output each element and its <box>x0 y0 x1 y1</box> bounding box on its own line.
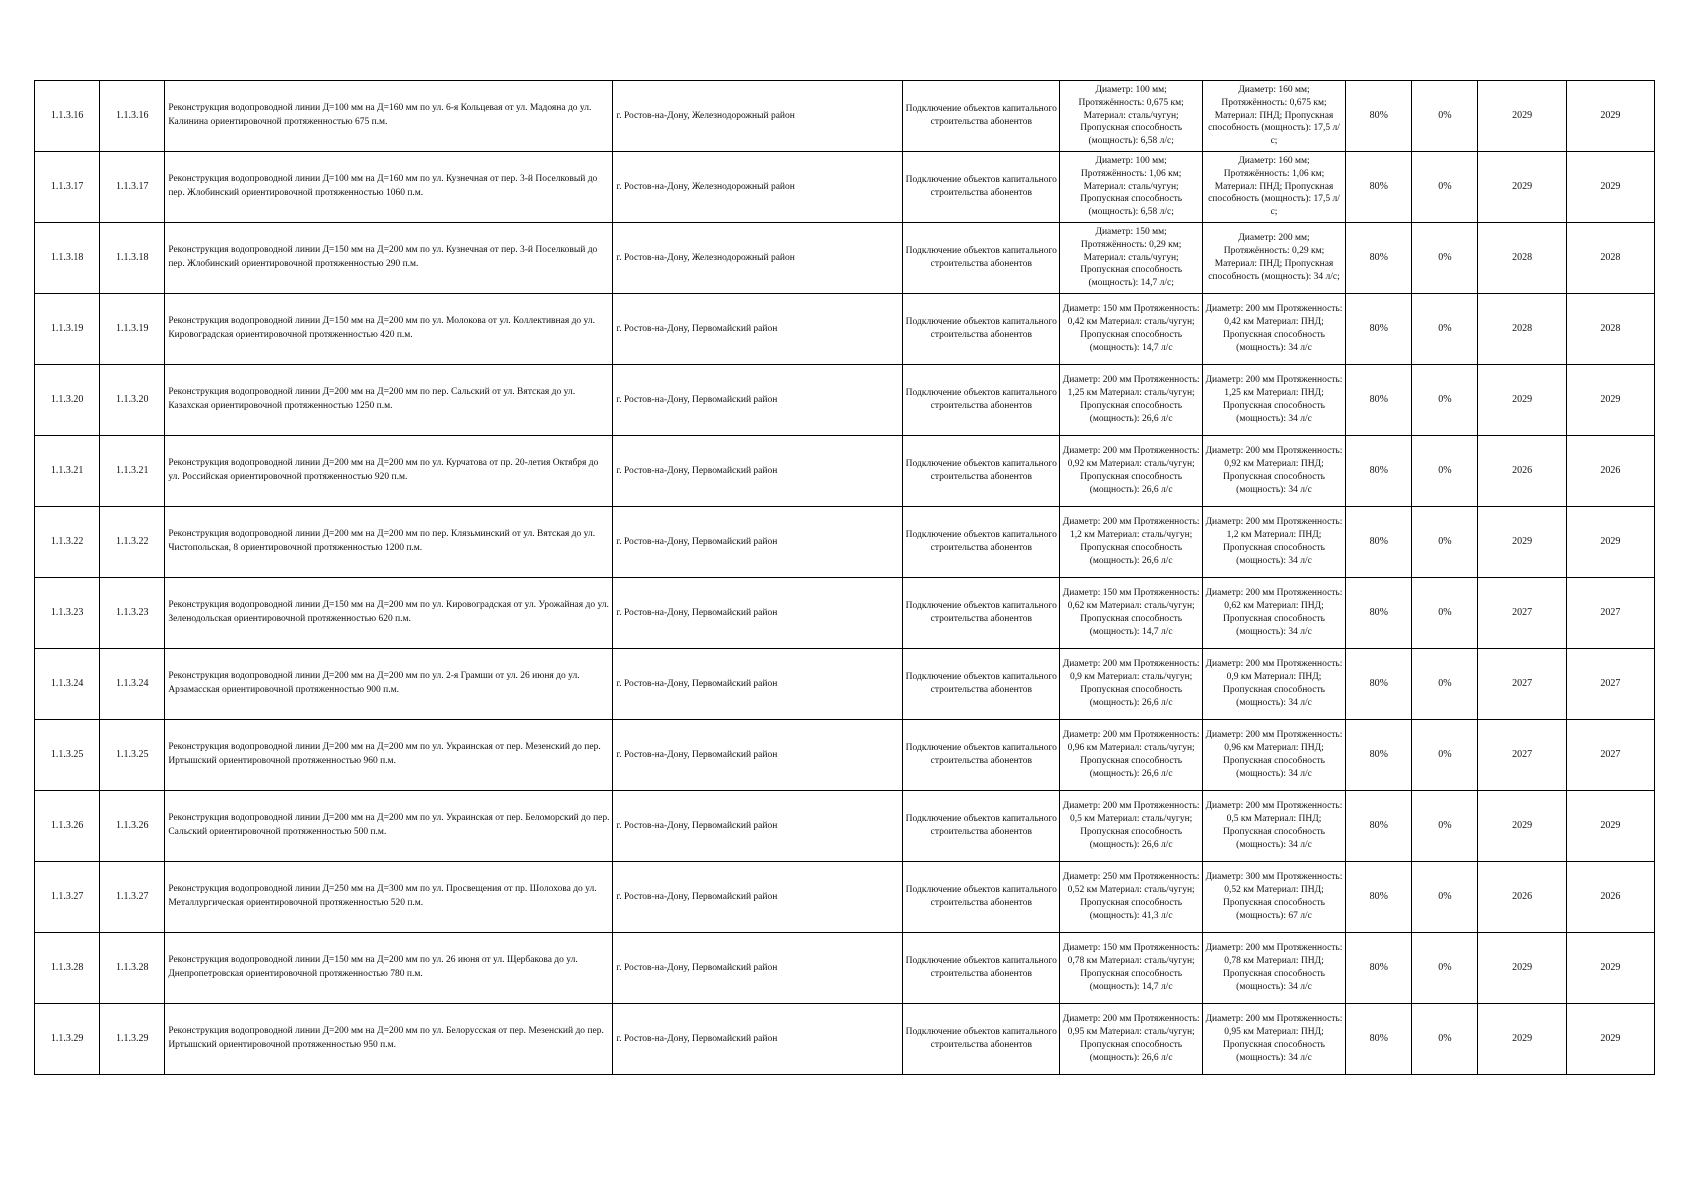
parameters-before-cell: Диаметр: 200 мм Протяженность: 0,96 км Материал: сталь/чугун; Пропускная способность (мощность): 26,6 л/с <box>1060 720 1202 791</box>
row-number-cell: 1.1.3.25 <box>35 720 100 791</box>
parameters-after-cell: Диаметр: 160 мм; Протяжённость: 1,06 км; Материал: ПНД; Пропускная способность (мощность): 17,5 л/с; <box>1202 152 1345 223</box>
parameters-after-cell: Диаметр: 160 мм; Протяжённость: 0,675 км; Материал: ПНД; Пропускная способность (мощность): 17,5 л/с; <box>1202 81 1345 152</box>
purpose-cell: Подключение объектов капитального строительства абонентов <box>903 578 1060 649</box>
project-description-cell: Реконструкция водопроводной линии Д=150 мм на Д=200 мм по ул. Кузнечная от пер. 3-й Поселковый до пер. Жлобинский ориентировочной протяженностью 290 п.м. <box>165 223 613 294</box>
table-row <box>35 649 1655 720</box>
parameters-after-cell: Диаметр: 200 мм Протяженность: 0,92 км Материал: ПНД; Пропускная способность (мощность): 34 л/с <box>1202 436 1345 507</box>
purpose-cell: Подключение объектов капитального строительства абонентов <box>903 223 1060 294</box>
parameters-before-cell: Диаметр: 200 мм Протяженность: 0,9 км Материал: сталь/чугун; Пропускная способность (мощность): 26,6 л/с <box>1060 649 1202 720</box>
row-number-cell: 1.1.3.20 <box>35 365 100 436</box>
end-year-cell: 2029 <box>1566 791 1654 862</box>
project-description-cell: Реконструкция водопроводной линии Д=150 мм на Д=200 мм по ул. Кировоградская от ул. Урожайная до ул. Зеленодольская ориентировочной протяженностью 620 п.м. <box>165 578 613 649</box>
location-cell: г. Ростов-на-Дону, Первомайский район <box>613 436 903 507</box>
table-row <box>35 223 1655 294</box>
parameters-after-cell: Диаметр: 200 мм Протяженность: 0,95 км Материал: ПНД; Пропускная способность (мощность): 34 л/с <box>1202 1004 1345 1075</box>
percent-cell-1: 80% <box>1346 578 1412 649</box>
project-description-cell: Реконструкция водопроводной линии Д=100 мм на Д=160 мм по ул. 6-я Кольцевая от ул. Мадояна до ул. Калинина ориентировочной протяженностью 675 п.м. <box>165 81 613 152</box>
item-code-cell: 1.1.3.17 <box>100 152 165 223</box>
row-number-cell: 1.1.3.22 <box>35 507 100 578</box>
percent-cell-2: 0% <box>1412 578 1478 649</box>
project-description-cell: Реконструкция водопроводной линии Д=200 мм на Д=200 мм по пер. Клязьминский от ул. Вятская до ул. Чистопольская, 8 ориентировочной протяженностью 1200 п.м. <box>165 507 613 578</box>
parameters-after-cell: Диаметр: 200 мм Протяженность: 1,25 км Материал: ПНД; Пропускная способность (мощность): 34 л/с <box>1202 365 1345 436</box>
percent-cell-1: 80% <box>1346 365 1412 436</box>
location-cell: г. Ростов-на-Дону, Железнодорожный район <box>613 223 903 294</box>
purpose-cell: Подключение объектов капитального строительства абонентов <box>903 294 1060 365</box>
purpose-cell: Подключение объектов капитального строительства абонентов <box>903 791 1060 862</box>
location-cell: г. Ростов-на-Дону, Первомайский район <box>613 933 903 1004</box>
parameters-before-cell: Диаметр: 200 мм Протяженность: 0,5 км Материал: сталь/чугун; Пропускная способность (мощность): 26,6 л/с <box>1060 791 1202 862</box>
row-number-cell: 1.1.3.24 <box>35 649 100 720</box>
start-year-cell: 2029 <box>1478 507 1566 578</box>
row-number-cell: 1.1.3.26 <box>35 791 100 862</box>
percent-cell-1: 80% <box>1346 81 1412 152</box>
percent-cell-1: 80% <box>1346 933 1412 1004</box>
parameters-after-cell: Диаметр: 200 мм Протяженность: 0,9 км Материал: ПНД; Пропускная способность (мощность): 34 л/с <box>1202 649 1345 720</box>
parameters-after-cell: Диаметр: 200 мм Протяженность: 0,96 км Материал: ПНД; Пропускная способность (мощность): 34 л/с <box>1202 720 1345 791</box>
percent-cell-2: 0% <box>1412 223 1478 294</box>
percent-cell-2: 0% <box>1412 791 1478 862</box>
table-row <box>35 791 1655 862</box>
percent-cell-1: 80% <box>1346 223 1412 294</box>
purpose-cell: Подключение объектов капитального строительства абонентов <box>903 933 1060 1004</box>
end-year-cell: 2026 <box>1566 862 1654 933</box>
parameters-before-cell: Диаметр: 200 мм Протяженность: 0,92 км Материал: сталь/чугун; Пропускная способность (мощность): 26,6 л/с <box>1060 436 1202 507</box>
project-description-cell: Реконструкция водопроводной линии Д=250 мм на Д=300 мм по ул. Просвещения от пр. Шолохова до ул. Металлургическая ориентировочной протяженностью 520 п.м. <box>165 862 613 933</box>
end-year-cell: 2029 <box>1566 1004 1654 1075</box>
percent-cell-1: 80% <box>1346 294 1412 365</box>
percent-cell-2: 0% <box>1412 649 1478 720</box>
table-row <box>35 365 1655 436</box>
project-description-cell: Реконструкция водопроводной линии Д=100 мм на Д=160 мм по ул. Кузнечная от пер. 3-й Поселковый до пер. Жлобинский ориентировочной протяженностью 1060 п.м. <box>165 152 613 223</box>
end-year-cell: 2029 <box>1566 365 1654 436</box>
end-year-cell: 2028 <box>1566 294 1654 365</box>
purpose-cell: Подключение объектов капитального строительства абонентов <box>903 862 1060 933</box>
purpose-cell: Подключение объектов капитального строительства абонентов <box>903 436 1060 507</box>
start-year-cell: 2028 <box>1478 223 1566 294</box>
location-cell: г. Ростов-на-Дону, Первомайский район <box>613 649 903 720</box>
start-year-cell: 2028 <box>1478 294 1566 365</box>
parameters-before-cell: Диаметр: 100 мм; Протяжённость: 1,06 км; Материал: сталь/чугун; Пропускная способность (мощность): 6,58 л/с; <box>1060 152 1202 223</box>
location-cell: г. Ростов-на-Дону, Первомайский район <box>613 720 903 791</box>
end-year-cell: 2027 <box>1566 649 1654 720</box>
investment-program-table <box>34 80 1655 1075</box>
percent-cell-1: 80% <box>1346 507 1412 578</box>
table-row <box>35 294 1655 365</box>
start-year-cell: 2029 <box>1478 152 1566 223</box>
percent-cell-1: 80% <box>1346 862 1412 933</box>
location-cell: г. Ростов-на-Дону, Первомайский район <box>613 578 903 649</box>
item-code-cell: 1.1.3.20 <box>100 365 165 436</box>
row-number-cell: 1.1.3.23 <box>35 578 100 649</box>
table-row <box>35 578 1655 649</box>
row-number-cell: 1.1.3.21 <box>35 436 100 507</box>
row-number-cell: 1.1.3.17 <box>35 152 100 223</box>
percent-cell-1: 80% <box>1346 152 1412 223</box>
purpose-cell: Подключение объектов капитального строительства абонентов <box>903 1004 1060 1075</box>
row-number-cell: 1.1.3.18 <box>35 223 100 294</box>
percent-cell-2: 0% <box>1412 720 1478 791</box>
project-description-cell: Реконструкция водопроводной линии Д=200 мм на Д=200 мм по ул. 2-я Грамши от ул. 26 июня до ул. Арзамасская ориентировочной протяженностью 900 п.м. <box>165 649 613 720</box>
purpose-cell: Подключение объектов капитального строительства абонентов <box>903 720 1060 791</box>
parameters-after-cell: Диаметр: 300 мм Протяженность: 0,52 км Материал: ПНД; Пропускная способность (мощность): 67 л/с <box>1202 862 1345 933</box>
table-row <box>35 933 1655 1004</box>
percent-cell-2: 0% <box>1412 294 1478 365</box>
row-number-cell: 1.1.3.28 <box>35 933 100 1004</box>
parameters-after-cell: Диаметр: 200 мм Протяженность: 0,5 км Материал: ПНД; Пропускная способность (мощность): 34 л/с <box>1202 791 1345 862</box>
start-year-cell: 2027 <box>1478 578 1566 649</box>
row-number-cell: 1.1.3.29 <box>35 1004 100 1075</box>
percent-cell-1: 80% <box>1346 1004 1412 1075</box>
purpose-cell: Подключение объектов капитального строительства абонентов <box>903 507 1060 578</box>
end-year-cell: 2027 <box>1566 720 1654 791</box>
item-code-cell: 1.1.3.26 <box>100 791 165 862</box>
start-year-cell: 2029 <box>1478 365 1566 436</box>
percent-cell-2: 0% <box>1412 152 1478 223</box>
table-row <box>35 507 1655 578</box>
project-description-cell: Реконструкция водопроводной линии Д=200 мм на Д=200 мм по ул. Белорусская от пер. Мезенский до пер. Иртышский ориентировочной протяженностью 950 п.м. <box>165 1004 613 1075</box>
parameters-before-cell: Диаметр: 200 мм Протяженность: 0,95 км Материал: сталь/чугун; Пропускная способность (мощность): 26,6 л/с <box>1060 1004 1202 1075</box>
purpose-cell: Подключение объектов капитального строительства абонентов <box>903 152 1060 223</box>
table-row <box>35 720 1655 791</box>
parameters-before-cell: Диаметр: 150 мм Протяженность: 0,62 км Материал: сталь/чугун; Пропускная способность (мощность): 14,7 л/с <box>1060 578 1202 649</box>
parameters-before-cell: Диаметр: 200 мм Протяженность: 1,25 км Материал: сталь/чугун; Пропускная способность (мощность): 26,6 л/с <box>1060 365 1202 436</box>
item-code-cell: 1.1.3.18 <box>100 223 165 294</box>
purpose-cell: Подключение объектов капитального строительства абонентов <box>903 81 1060 152</box>
start-year-cell: 2029 <box>1478 933 1566 1004</box>
start-year-cell: 2029 <box>1478 791 1566 862</box>
start-year-cell: 2027 <box>1478 649 1566 720</box>
parameters-before-cell: Диаметр: 100 мм; Протяжённость: 0,675 км; Материал: сталь/чугун; Пропускная способность (мощность): 6,58 л/с; <box>1060 81 1202 152</box>
item-code-cell: 1.1.3.29 <box>100 1004 165 1075</box>
project-description-cell: Реконструкция водопроводной линии Д=200 мм на Д=200 мм по пер. Сальский от ул. Вятская до ул. Казахская ориентировочной протяженностью 1250 п.м. <box>165 365 613 436</box>
percent-cell-1: 80% <box>1346 436 1412 507</box>
end-year-cell: 2027 <box>1566 578 1654 649</box>
item-code-cell: 1.1.3.22 <box>100 507 165 578</box>
percent-cell-2: 0% <box>1412 436 1478 507</box>
parameters-before-cell: Диаметр: 150 мм; Протяжённость: 0,29 км; Материал: сталь/чугун; Пропускная способность (мощность): 14,7 л/с; <box>1060 223 1202 294</box>
end-year-cell: 2029 <box>1566 507 1654 578</box>
end-year-cell: 2028 <box>1566 223 1654 294</box>
percent-cell-2: 0% <box>1412 862 1478 933</box>
start-year-cell: 2026 <box>1478 862 1566 933</box>
item-code-cell: 1.1.3.25 <box>100 720 165 791</box>
parameters-after-cell: Диаметр: 200 мм; Протяжённость: 0,29 км; Материал: ПНД; Пропускная способность (мощность): 34 л/с; <box>1202 223 1345 294</box>
project-description-cell: Реконструкция водопроводной линии Д=200 мм на Д=200 мм по ул. Курчатова от пр. 20-летия Октября до ул. Российская ориентировочной протяженностью 920 п.м. <box>165 436 613 507</box>
parameters-after-cell: Диаметр: 200 мм Протяженность: 1,2 км Материал: ПНД; Пропускная способность (мощность): 34 л/с <box>1202 507 1345 578</box>
start-year-cell: 2026 <box>1478 436 1566 507</box>
item-code-cell: 1.1.3.16 <box>100 81 165 152</box>
end-year-cell: 2029 <box>1566 152 1654 223</box>
table-row <box>35 862 1655 933</box>
location-cell: г. Ростов-на-Дону, Первомайский район <box>613 365 903 436</box>
percent-cell-2: 0% <box>1412 933 1478 1004</box>
start-year-cell: 2027 <box>1478 720 1566 791</box>
location-cell: г. Ростов-на-Дону, Первомайский район <box>613 294 903 365</box>
item-code-cell: 1.1.3.19 <box>100 294 165 365</box>
percent-cell-1: 80% <box>1346 720 1412 791</box>
start-year-cell: 2029 <box>1478 1004 1566 1075</box>
table-row <box>35 152 1655 223</box>
parameters-after-cell: Диаметр: 200 мм Протяженность: 0,42 км Материал: ПНД; Пропускная способность (мощность): 34 л/с <box>1202 294 1345 365</box>
table-row <box>35 81 1655 152</box>
item-code-cell: 1.1.3.28 <box>100 933 165 1004</box>
percent-cell-1: 80% <box>1346 649 1412 720</box>
percent-cell-1: 80% <box>1346 791 1412 862</box>
percent-cell-2: 0% <box>1412 365 1478 436</box>
parameters-before-cell: Диаметр: 150 мм Протяженность: 0,42 км Материал: сталь/чугун; Пропускная способность (мощность): 14,7 л/с <box>1060 294 1202 365</box>
row-number-cell: 1.1.3.19 <box>35 294 100 365</box>
row-number-cell: 1.1.3.16 <box>35 81 100 152</box>
purpose-cell: Подключение объектов капитального строительства абонентов <box>903 365 1060 436</box>
table-body <box>35 81 1655 1075</box>
percent-cell-2: 0% <box>1412 1004 1478 1075</box>
location-cell: г. Ростов-на-Дону, Первомайский район <box>613 862 903 933</box>
start-year-cell: 2029 <box>1478 81 1566 152</box>
location-cell: г. Ростов-на-Дону, Первомайский район <box>613 507 903 578</box>
table-row <box>35 1004 1655 1075</box>
percent-cell-2: 0% <box>1412 507 1478 578</box>
end-year-cell: 2026 <box>1566 436 1654 507</box>
item-code-cell: 1.1.3.27 <box>100 862 165 933</box>
project-description-cell: Реконструкция водопроводной линии Д=200 мм на Д=200 мм по ул. Украинская от пер. Беломорский до пер. Сальский ориентировочной протяженностью 500 п.м. <box>165 791 613 862</box>
table-row <box>35 436 1655 507</box>
end-year-cell: 2029 <box>1566 81 1654 152</box>
parameters-before-cell: Диаметр: 250 мм Протяженность: 0,52 км Материал: сталь/чугун; Пропускная способность (мощность): 41,3 л/с <box>1060 862 1202 933</box>
row-number-cell: 1.1.3.27 <box>35 862 100 933</box>
project-description-cell: Реконструкция водопроводной линии Д=200 мм на Д=200 мм по ул. Украинская от пер. Мезенский до пер. Иртышский ориентировочной протяженностью 960 п.м. <box>165 720 613 791</box>
location-cell: г. Ростов-на-Дону, Первомайский район <box>613 1004 903 1075</box>
location-cell: г. Ростов-на-Дону, Железнодорожный район <box>613 152 903 223</box>
parameters-before-cell: Диаметр: 200 мм Протяженность: 1,2 км Материал: сталь/чугун; Пропускная способность (мощность): 26,6 л/с <box>1060 507 1202 578</box>
project-description-cell: Реконструкция водопроводной линии Д=150 мм на Д=200 мм по ул. 26 июня от ул. Щербакова до ул. Днепропетровская ориентировочной протяженностью 780 п.м. <box>165 933 613 1004</box>
item-code-cell: 1.1.3.21 <box>100 436 165 507</box>
item-code-cell: 1.1.3.24 <box>100 649 165 720</box>
location-cell: г. Ростов-на-Дону, Железнодорожный район <box>613 81 903 152</box>
percent-cell-2: 0% <box>1412 81 1478 152</box>
project-description-cell: Реконструкция водопроводной линии Д=150 мм на Д=200 мм по ул. Молокова от ул. Коллективная до ул. Кировоградская ориентировочной протяженностью 420 п.м. <box>165 294 613 365</box>
location-cell: г. Ростов-на-Дону, Первомайский район <box>613 791 903 862</box>
parameters-before-cell: Диаметр: 150 мм Протяженность: 0,78 км Материал: сталь/чугун; Пропускная способность (мощность): 14,7 л/с <box>1060 933 1202 1004</box>
purpose-cell: Подключение объектов капитального строительства абонентов <box>903 649 1060 720</box>
end-year-cell: 2029 <box>1566 933 1654 1004</box>
parameters-after-cell: Диаметр: 200 мм Протяженность: 0,78 км Материал: ПНД; Пропускная способность (мощность): 34 л/с <box>1202 933 1345 1004</box>
item-code-cell: 1.1.3.23 <box>100 578 165 649</box>
parameters-after-cell: Диаметр: 200 мм Протяженность: 0,62 км Материал: ПНД; Пропускная способность (мощность): 34 л/с <box>1202 578 1345 649</box>
